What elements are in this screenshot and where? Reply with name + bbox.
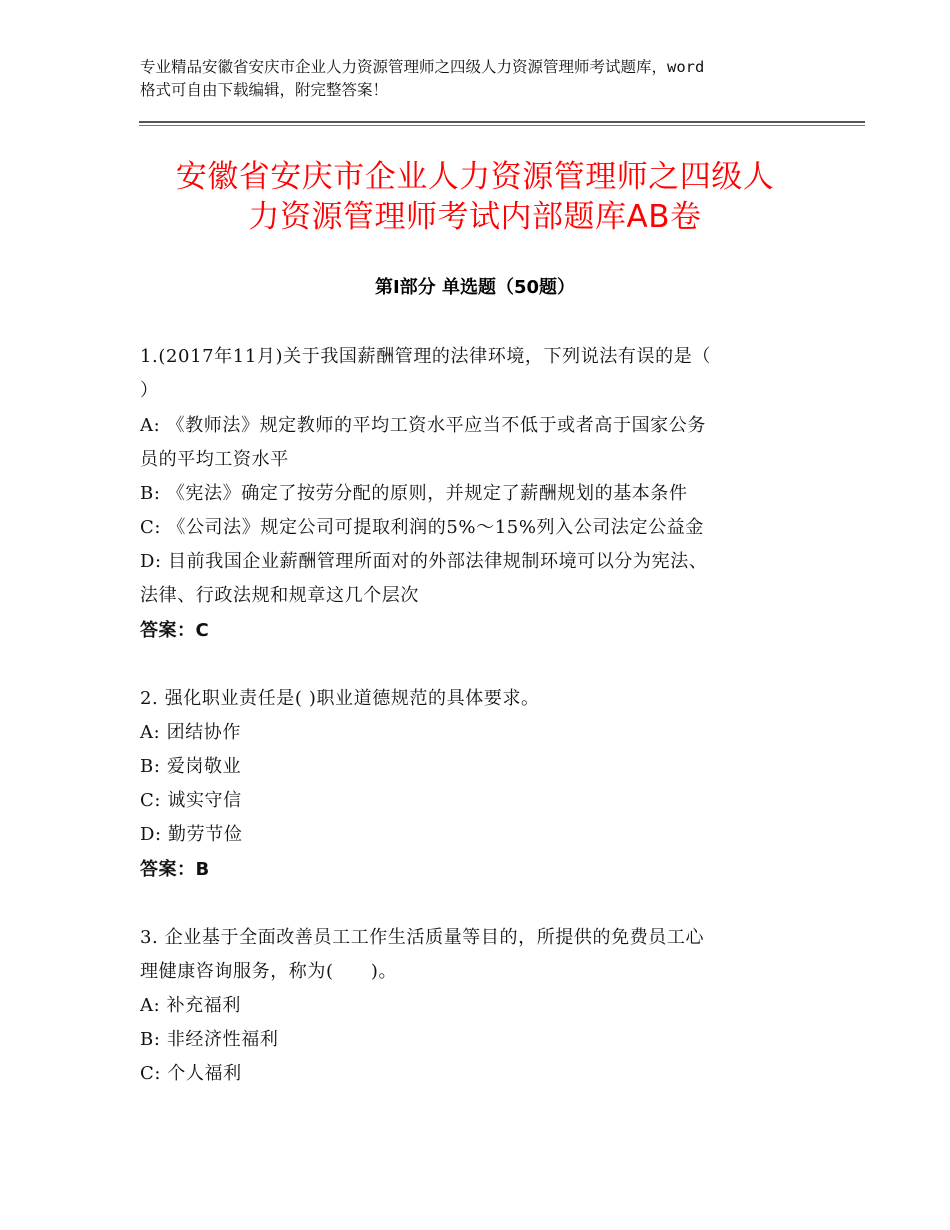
question-1-answer: 答案：C bbox=[140, 620, 210, 641]
question-1-stem-line-2: ） bbox=[140, 380, 159, 401]
question-1-stem-line-1: 1.(2017年11月)关于我国薪酬管理的法律环境，下列说法有误的是（ bbox=[140, 346, 711, 367]
question-1-option-b: B: 《宪法》确定了按劳分配的原则，并规定了薪酬规划的基本条件 bbox=[140, 483, 688, 504]
title-line-1: 安徽省安庆市企业人力资源管理师之四级人 bbox=[175, 159, 775, 195]
page-header bbox=[140, 56, 820, 102]
question-3-option-a: A: 补充福利 bbox=[140, 995, 241, 1016]
question-3-option-c: C: 个人福利 bbox=[140, 1063, 242, 1084]
question-1-option-a-line-1: A: 《教师法》规定教师的平均工资水平应当不低于或者高于国家公务 bbox=[140, 415, 706, 436]
question-2-option-a: A: 团结协作 bbox=[140, 722, 241, 743]
header-rule-thin bbox=[139, 125, 865, 126]
question-1-option-d-line-2: 法律、行政法规和规章这几个层次 bbox=[140, 585, 419, 606]
question-3-option-b: B: 非经济性福利 bbox=[140, 1029, 279, 1050]
question-2-option-c: C: 诚实守信 bbox=[140, 790, 242, 811]
question-3-stem-line-2: 理健康咨询服务，称为( )。 bbox=[140, 961, 398, 982]
question-2-answer: 答案：B bbox=[140, 859, 210, 880]
document-title bbox=[140, 157, 810, 237]
header-line-2: 格式可自由下载编辑，附完整答案！ bbox=[140, 81, 389, 99]
question-1-option-c: C: 《公司法》规定公司可提取利润的5%～15%列入公司法定公益金 bbox=[140, 517, 704, 538]
header-line-1: 专业精品安徽省安庆市企业人力资源管理师之四级人力资源管理师考试题库，word bbox=[140, 58, 705, 76]
section-title: 第Ⅰ部分 单选题（50题） bbox=[374, 277, 575, 298]
question-2-stem: 2. 强化职业责任是( )职业道德规范的具体要求。 bbox=[140, 688, 540, 709]
question-2-option-d: D: 勤劳节俭 bbox=[140, 824, 243, 845]
question-1-option-d-line-1: D: 目前我国企业薪酬管理所面对的外部法律规制环境可以分为宪法、 bbox=[140, 551, 708, 572]
title-line-2: 力资源管理师考试内部题库AB卷 bbox=[248, 199, 702, 235]
header-rule-thick bbox=[139, 121, 865, 123]
question-3-stem-line-1: 3. 企业基于全面改善员工工作生活质量等目的，所提供的免费员工心 bbox=[140, 927, 705, 948]
question-1-option-a-line-2: 员的平均工资水平 bbox=[140, 449, 289, 470]
question-2-option-b: B: 爱岗敬业 bbox=[140, 756, 242, 777]
